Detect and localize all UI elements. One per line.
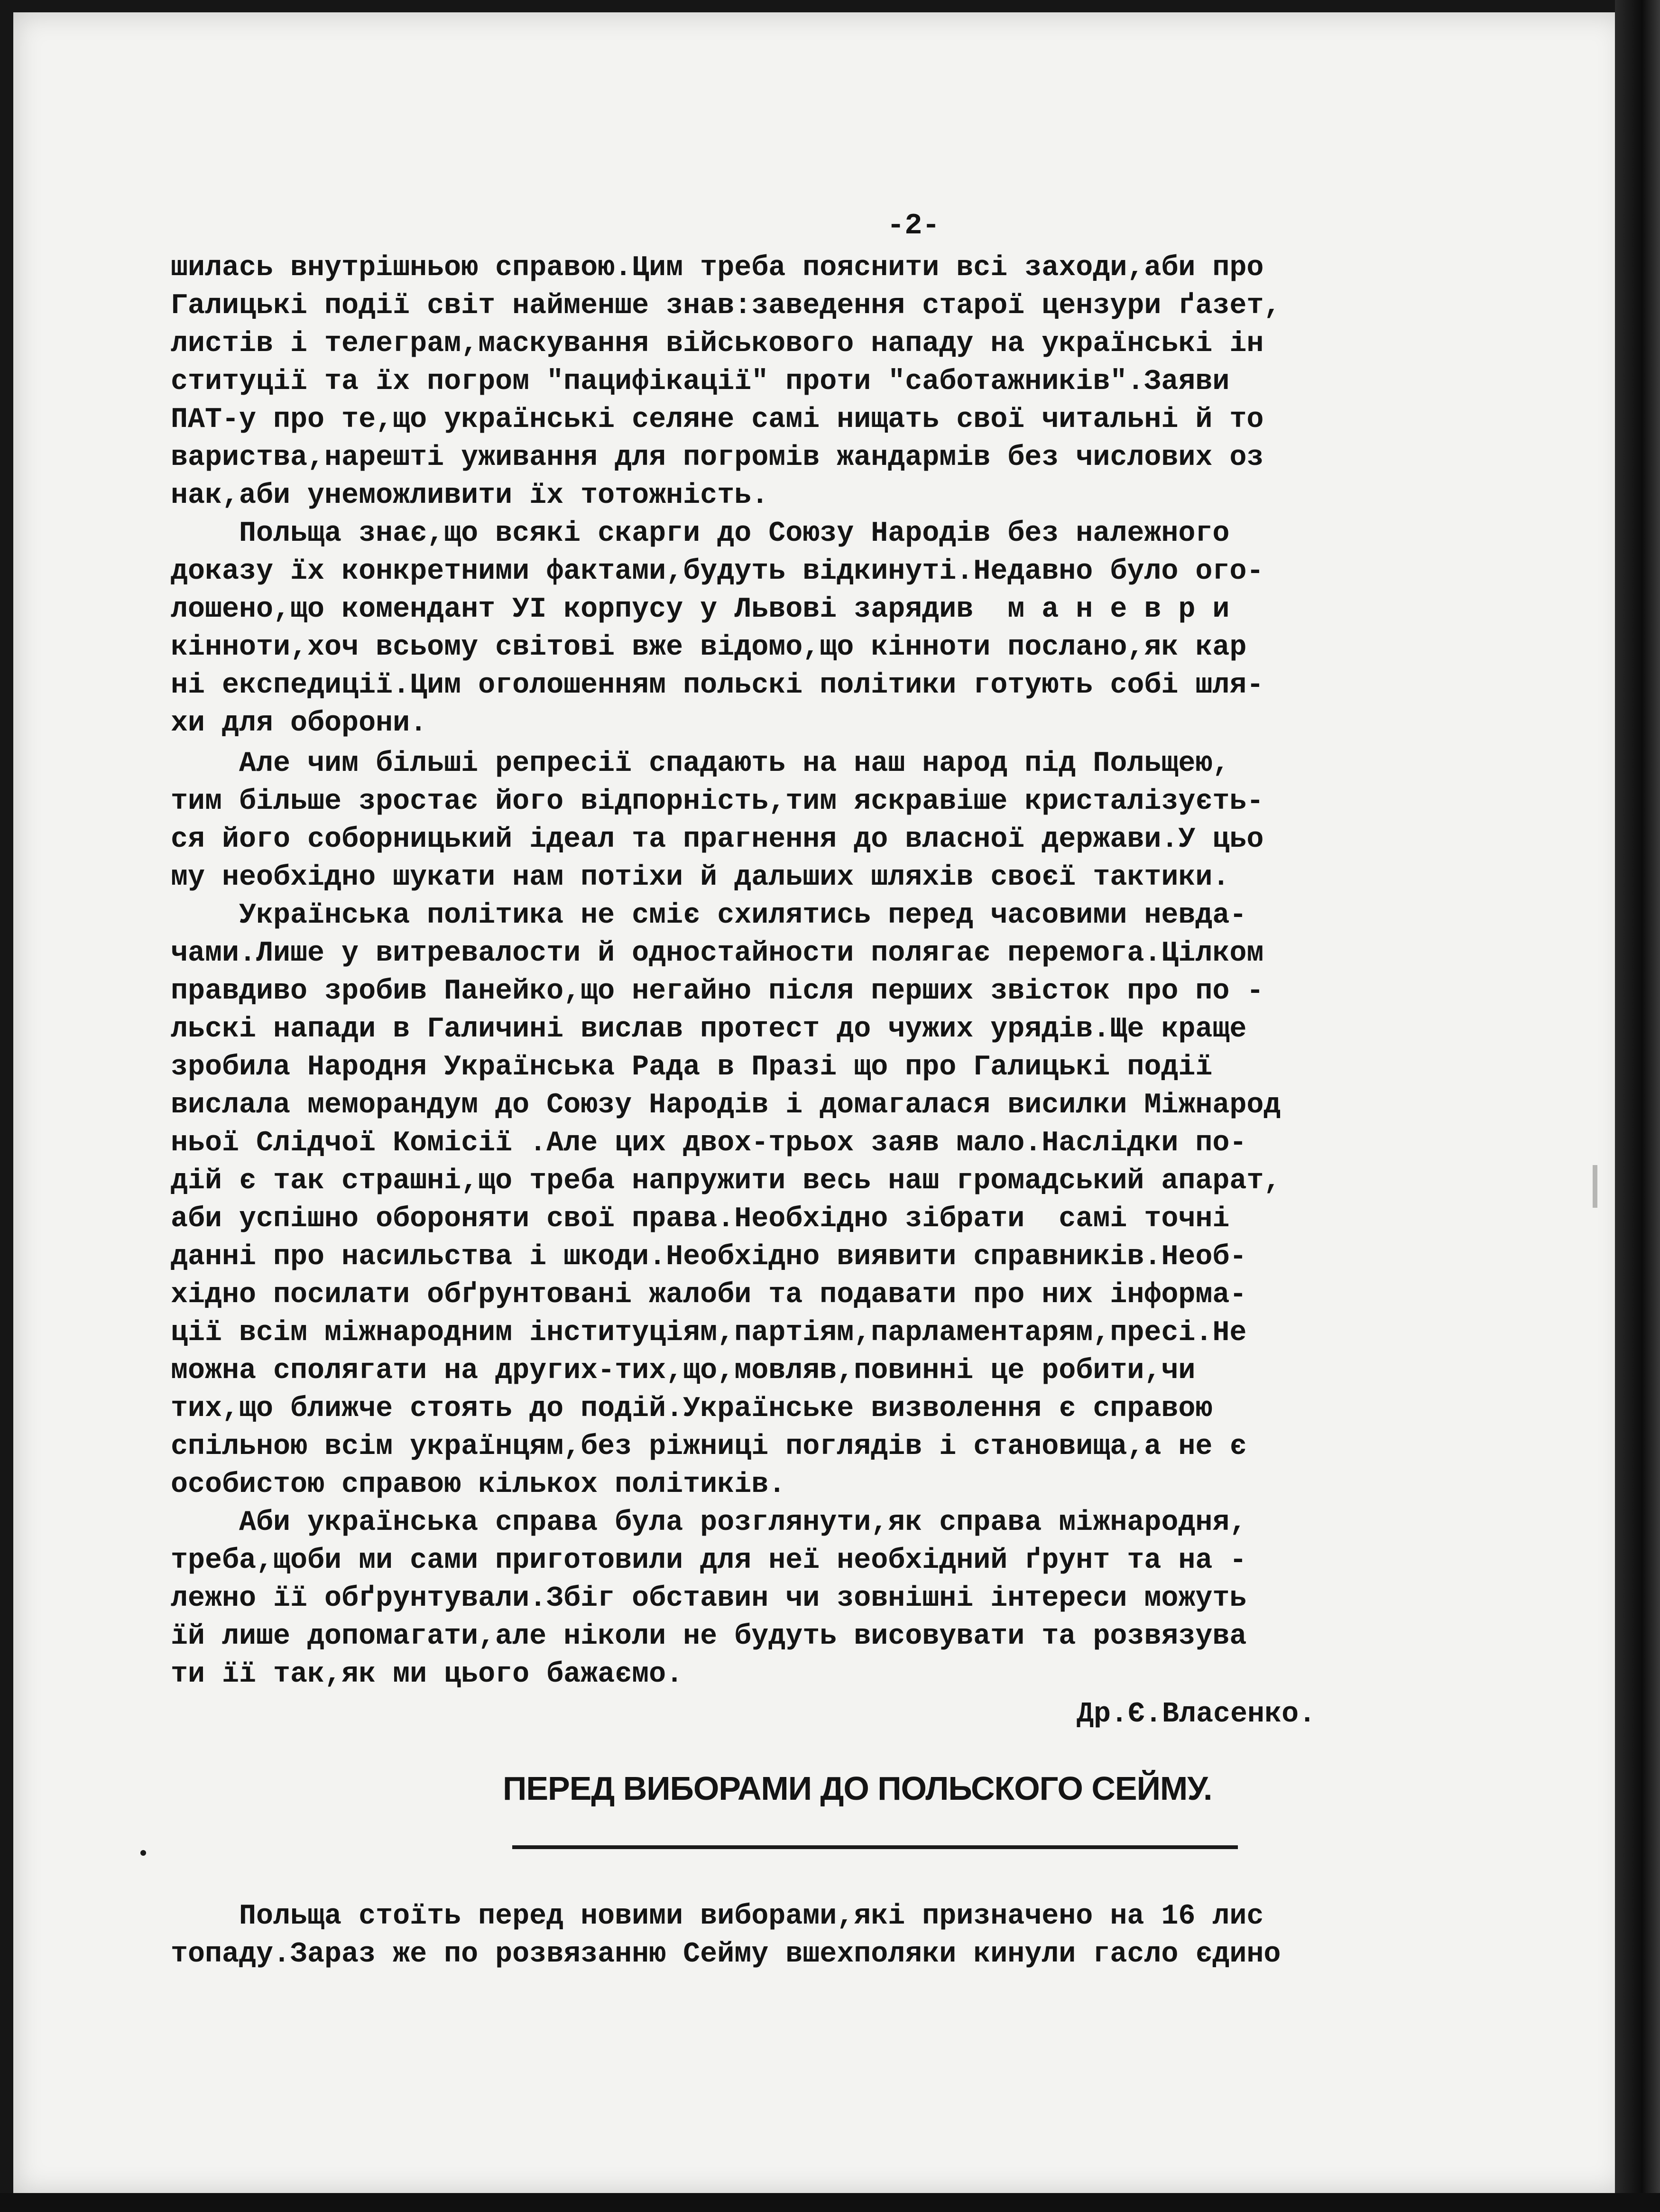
text-line: тим більше зростає його відпорність,тим яскравіше кристалізуєть- xyxy=(171,786,1264,818)
text-line: нак,аби унеможливити їх тотожність. xyxy=(171,480,769,512)
text-line: ституції та їх погром "пацифікації" проти "саботажників".Заяви xyxy=(171,366,1230,398)
text-line: лежно її обґрунтували.Збіг обставин чи зовнішні інтереси можуть xyxy=(171,1583,1247,1615)
text-line: ньої Слідчої Комісії .Але цих двох-трьох заяв мало.Наслідки по- xyxy=(171,1127,1247,1159)
text-line: шилась внутрішньою справою.Цим треба пояснити всі заходи,аби про xyxy=(171,252,1264,284)
text-line: Українська політика не сміє схилятись перед часовими невда- xyxy=(171,899,1247,932)
text-line: Польща стоїть перед новими виборами,які призначено на 16 лис xyxy=(171,1900,1264,1933)
author-signature: Др.Є.Власенко. xyxy=(1077,1698,1316,1731)
text-line: му необхідно шукати нам потіхи й дальших шляхів своєї тактики. xyxy=(171,861,1230,894)
text-line: вариства,нарешті уживання для погромів жандармів без числових оз xyxy=(171,442,1264,474)
page-number: -2- xyxy=(887,209,940,242)
text-line: хідно посилати обґрунтовані жалоби та подавати про них інформа- xyxy=(171,1279,1247,1311)
text-line: можна сполягати на других-тих,що,мовляв,повинні це робити,чи xyxy=(171,1355,1196,1387)
paragraph-1 xyxy=(171,249,1617,515)
text-line: зробила Народня Українська Рада в Празі що про Галицькі події xyxy=(171,1051,1213,1083)
text-line: Але чим більші репресії спадають на наш народ під Польщею, xyxy=(171,748,1230,780)
paragraph-final xyxy=(171,1897,1617,1973)
paragraph-5 xyxy=(171,1504,1617,1694)
text-line: ти її так,як ми цього бажаємо. xyxy=(171,1658,683,1691)
heading-underline xyxy=(512,1845,1238,1849)
text-line: треба,щоби ми сами приготовили для неї необхідний ґрунт та на - xyxy=(171,1545,1247,1577)
text-line: льскі напади в Галичині вислав протест до чужих урядів.Ще краще xyxy=(171,1013,1247,1046)
text-line: вислала меморандум до Союзу Народів і домагалася висилки Міжнарод xyxy=(171,1089,1281,1121)
text-line: лошено,що комендант УІ корпусу у Львові зарядив м а н е в р и xyxy=(171,593,1230,626)
text-line: спільною всім українцям,без ріжниці поглядів і становища,а не є xyxy=(171,1431,1247,1463)
text-line: Аби українська справа була розглянути,як справа міжнародня, xyxy=(171,1507,1247,1539)
text-line: ні експедиції.Цим оголошенням польскі політики готують собі шля- xyxy=(171,669,1264,702)
text-line: правдиво зробив Панейко,що негайно після перших звісток про по - xyxy=(171,975,1264,1008)
margin-dot xyxy=(140,1850,146,1856)
text-line: їй лише допомагати,але ніколи не будуть висовувати та розвязува xyxy=(171,1620,1247,1653)
text-line: доказу їх конкретними фактами,будуть відкинуті.Недавно було ого- xyxy=(171,555,1264,588)
text-line: чами.Лише у витревалости й одностайности полягає перемога.Цілком xyxy=(171,937,1264,970)
text-line: дій є так страшні,що треба напружити весь наш громадський апарат, xyxy=(171,1165,1281,1197)
text-line: аби успішно обороняти свої права.Необхідно зібрати самі точні xyxy=(171,1203,1230,1235)
text-line: хи для оборони. xyxy=(171,707,427,740)
text-line: ПАТ-у про те,що українські селяне самі нищать свої читальні й то xyxy=(171,404,1264,436)
section-heading: ПЕРЕД ВИБОРАМИ ДО ПОЛЬСКОГО СЕЙМУ. xyxy=(503,1770,1212,1807)
text-line: тих,що ближче стоять до подій.Українське визволення є справою xyxy=(171,1393,1213,1425)
bottom-edge xyxy=(0,2193,1660,2212)
paragraph-2 xyxy=(171,515,1617,742)
text-line: Польща знає,що всякі скарги до Союзу Народів без належного xyxy=(171,518,1230,550)
text-line: ся його соборницький ідеал та прагнення до власної держави.У цьо xyxy=(171,824,1264,856)
text-line: топаду.Зараз же по розвязанню Сейму вшехполяки кинули гасло єдино xyxy=(171,1938,1281,1971)
paragraph-4 xyxy=(171,897,1617,1504)
paragraph-3 xyxy=(171,745,1617,897)
text-line: данні про насильства і шкоди.Необхідно виявити справників.Необ- xyxy=(171,1241,1247,1273)
text-line: Галицькі події світ найменше знав:заведення старої цензури ґазет, xyxy=(171,290,1281,322)
text-line: ції всім міжнародним інституціям,партіям,парламентарям,пресі.Не xyxy=(171,1317,1247,1349)
text-line: особистою справою кількох політиків. xyxy=(171,1469,786,1501)
text-line: листів і телеграм,маскування військового нападу на українські ін xyxy=(171,328,1264,360)
binding-edge xyxy=(1615,0,1660,2212)
text-line: кінноти,хоч всьому світові вже відомо,що кінноти послано,як кар xyxy=(171,631,1247,664)
